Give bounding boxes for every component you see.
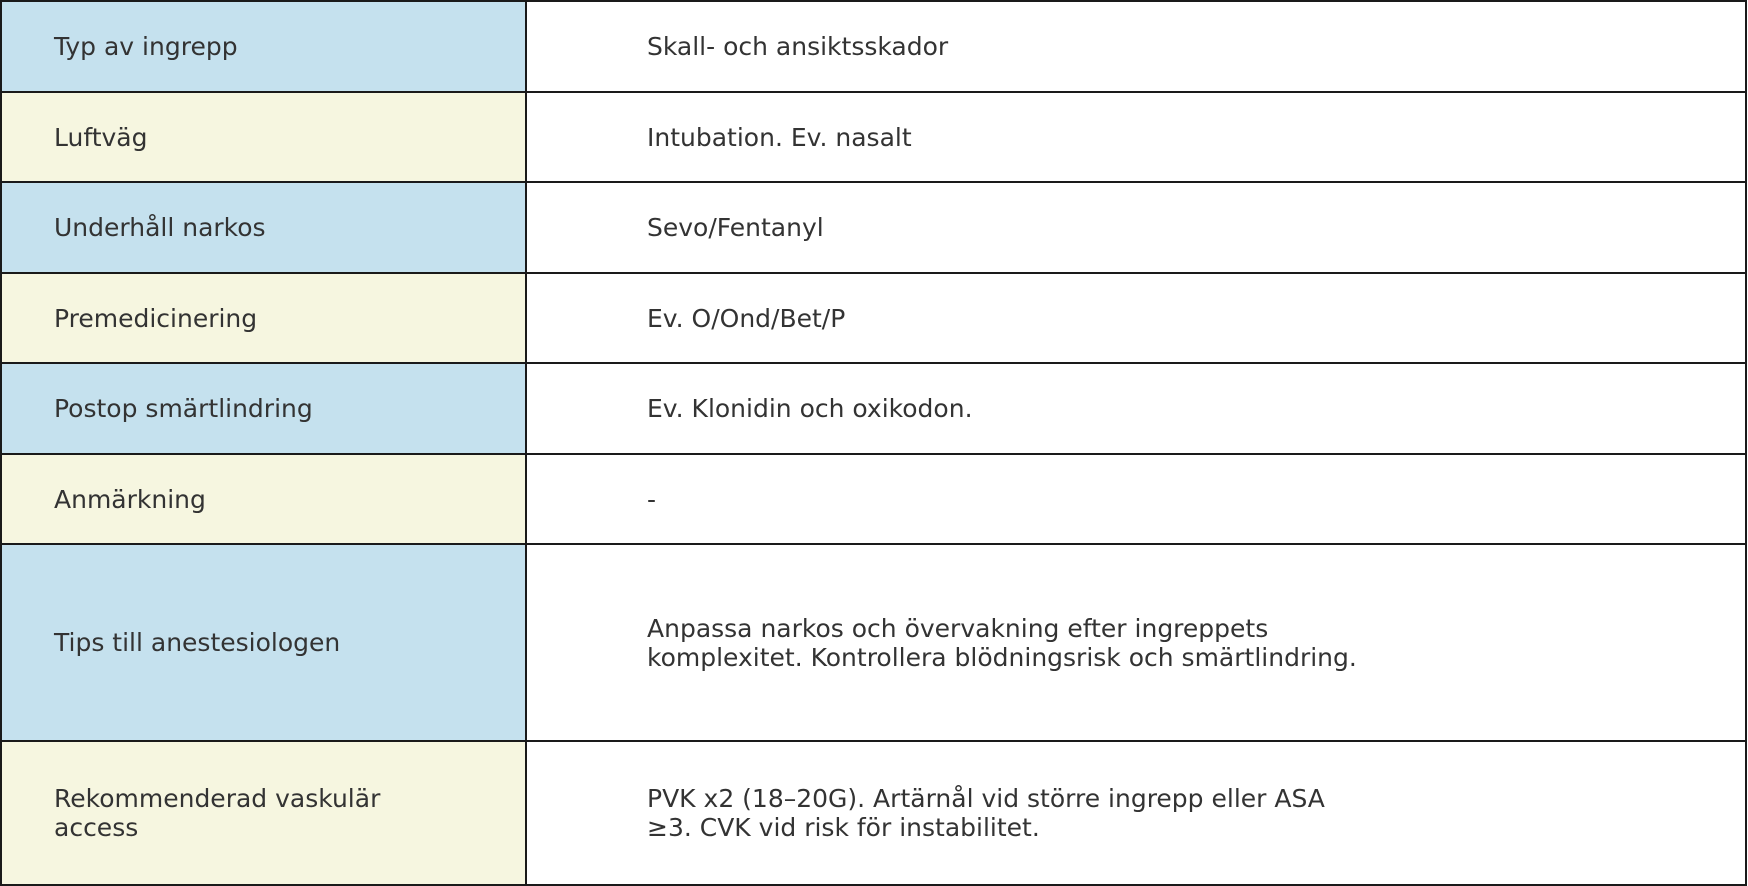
row-value: Intubation. Ev. nasalt [647,122,912,152]
table-row [1,273,1746,363]
row-label: Rekommenderad vaskulär access [54,784,381,842]
row-value-cell [526,92,1746,182]
row-value: - [647,484,657,514]
table-row [1,454,1746,544]
table-row [1,363,1746,454]
table-row [1,1,1746,92]
row-value-cell [526,1,1746,92]
table-row [1,544,1746,741]
row-value-cell [526,273,1746,363]
row-label: Anmärkning [54,484,206,514]
row-value-cell [526,454,1746,544]
row-value: Ev. O/Ond/Bet/P [647,303,846,333]
row-value-cell [526,741,1746,885]
row-label: Premedicinering [54,303,258,333]
row-label-cell [1,273,526,363]
table-row [1,741,1746,885]
row-label-cell [1,363,526,454]
table-row [1,182,1746,273]
row-value: PVK x2 (18–20G). Artärnål vid större ingrepp eller ASA ≥3. CVK vid risk för instabilitet. [647,784,1325,842]
row-label-cell [1,454,526,544]
row-label-cell [1,182,526,273]
row-value: Ev. Klonidin och oxikodon. [647,394,973,423]
row-value-cell [526,182,1746,273]
row-label: Tips till anestesiologen [54,628,341,657]
row-label: Typ av ingrepp [54,32,238,61]
row-value-cell [526,544,1746,741]
row-label-cell [1,741,526,885]
row-label-cell [1,544,526,741]
row-label: Underhåll narkos [54,213,266,242]
row-value: Sevo/Fentanyl [647,213,824,242]
row-label: Luftväg [54,122,148,152]
row-value: Skall- och ansiktsskador [647,32,949,61]
row-value-cell [526,363,1746,454]
row-label: Postop smärtlindring [54,394,313,423]
row-value: Anpassa narkos och övervakning efter ingreppets komplexitet. Kontrollera blödningsrisk och smärtlindring. [647,613,1357,672]
table-row [1,92,1746,182]
row-label-cell [1,1,526,92]
row-label-cell [1,92,526,182]
